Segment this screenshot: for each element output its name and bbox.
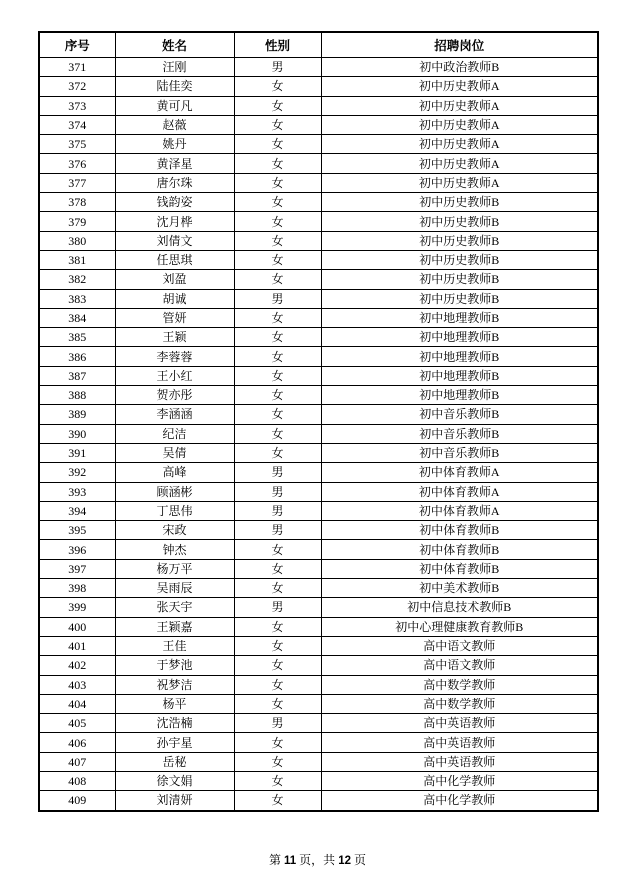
cell-index: 376 <box>39 154 115 173</box>
cell-position: 初中美术教师B <box>321 579 598 598</box>
table-row <box>39 540 598 559</box>
table-row <box>39 424 598 443</box>
cell-index: 386 <box>39 347 115 366</box>
cell-gender: 男 <box>234 598 321 617</box>
cell-name: 丁思伟 <box>115 501 234 520</box>
table-row <box>39 347 598 366</box>
table-row <box>39 289 598 308</box>
table-row <box>39 443 598 462</box>
cell-index: 393 <box>39 482 115 501</box>
cell-position: 初中历史教师A <box>321 173 598 192</box>
cell-gender: 女 <box>234 752 321 771</box>
cell-position: 初中地理教师B <box>321 328 598 347</box>
cell-index: 403 <box>39 675 115 694</box>
cell-index: 383 <box>39 289 115 308</box>
cell-name: 沈月桦 <box>115 212 234 231</box>
cell-name: 李涵涵 <box>115 405 234 424</box>
cell-position: 高中语文教师 <box>321 656 598 675</box>
cell-index: 377 <box>39 173 115 192</box>
cell-position: 初中历史教师B <box>321 250 598 269</box>
cell-gender: 女 <box>234 617 321 636</box>
table-body <box>39 58 598 811</box>
table-row <box>39 559 598 578</box>
cell-name: 胡诚 <box>115 289 234 308</box>
cell-gender: 女 <box>234 154 321 173</box>
cell-gender: 女 <box>234 636 321 655</box>
cell-index: 380 <box>39 231 115 250</box>
cell-name: 纪洁 <box>115 424 234 443</box>
cell-position: 初中体育教师B <box>321 540 598 559</box>
cell-name: 李蓉蓉 <box>115 347 234 366</box>
cell-position: 初中历史教师A <box>321 135 598 154</box>
cell-index: 371 <box>39 58 115 77</box>
cell-name: 姚丹 <box>115 135 234 154</box>
table-row <box>39 636 598 655</box>
cell-gender: 女 <box>234 308 321 327</box>
cell-gender: 男 <box>234 521 321 540</box>
cell-gender: 女 <box>234 135 321 154</box>
cell-position: 初中信息技术教师B <box>321 598 598 617</box>
footer-text-middle: 页，共 <box>299 853 336 867</box>
cell-position: 初中历史教师B <box>321 289 598 308</box>
cell-name: 王佳 <box>115 636 234 655</box>
cell-index: 387 <box>39 366 115 385</box>
table-row <box>39 250 598 269</box>
cell-name: 汪刚 <box>115 58 234 77</box>
cell-position: 初中音乐教师B <box>321 424 598 443</box>
cell-index: 375 <box>39 135 115 154</box>
cell-name: 管妍 <box>115 308 234 327</box>
table-row <box>39 675 598 694</box>
table-header <box>39 32 598 58</box>
cell-index: 384 <box>39 308 115 327</box>
table-row <box>39 308 598 327</box>
cell-position: 初中历史教师B <box>321 231 598 250</box>
cell-name: 黄可凡 <box>115 96 234 115</box>
cell-gender: 女 <box>234 250 321 269</box>
cell-gender: 男 <box>234 714 321 733</box>
cell-index: 392 <box>39 463 115 482</box>
cell-index: 405 <box>39 714 115 733</box>
cell-name: 黄泽星 <box>115 154 234 173</box>
cell-index: 396 <box>39 540 115 559</box>
cell-index: 381 <box>39 250 115 269</box>
cell-position: 初中历史教师A <box>321 77 598 96</box>
table-row <box>39 173 598 192</box>
cell-index: 408 <box>39 771 115 790</box>
cell-name: 刘清妍 <box>115 791 234 811</box>
table-row <box>39 135 598 154</box>
cell-position: 初中地理教师B <box>321 347 598 366</box>
cell-name: 吴倩 <box>115 443 234 462</box>
cell-gender: 男 <box>234 58 321 77</box>
cell-gender: 女 <box>234 231 321 250</box>
recruitment-roster-table <box>38 31 599 812</box>
cell-index: 382 <box>39 270 115 289</box>
cell-position: 初中地理教师B <box>321 386 598 405</box>
cell-position: 初中历史教师A <box>321 115 598 134</box>
cell-gender: 女 <box>234 579 321 598</box>
cell-gender: 女 <box>234 96 321 115</box>
cell-name: 徐文娟 <box>115 771 234 790</box>
table-row <box>39 694 598 713</box>
cell-gender: 女 <box>234 656 321 675</box>
page-footer <box>38 851 597 868</box>
cell-position: 高中化学教师 <box>321 791 598 811</box>
cell-name: 王颖 <box>115 328 234 347</box>
cell-index: 395 <box>39 521 115 540</box>
cell-gender: 女 <box>234 694 321 713</box>
cell-index: 390 <box>39 424 115 443</box>
table-row <box>39 598 598 617</box>
cell-name: 杨平 <box>115 694 234 713</box>
cell-position: 初中历史教师B <box>321 212 598 231</box>
cell-position: 初中历史教师B <box>321 193 598 212</box>
cell-name: 宋政 <box>115 521 234 540</box>
cell-index: 407 <box>39 752 115 771</box>
cell-name: 贺亦彤 <box>115 386 234 405</box>
cell-gender: 女 <box>234 193 321 212</box>
cell-name: 杨万平 <box>115 559 234 578</box>
cell-gender: 女 <box>234 443 321 462</box>
cell-index: 402 <box>39 656 115 675</box>
cell-position: 高中英语教师 <box>321 714 598 733</box>
cell-name: 任思琪 <box>115 250 234 269</box>
cell-gender: 女 <box>234 405 321 424</box>
column-header-name: 姓名 <box>115 32 234 58</box>
footer-page-number: 11 <box>284 855 297 867</box>
cell-name: 刘盈 <box>115 270 234 289</box>
cell-position: 初中音乐教师B <box>321 405 598 424</box>
cell-name: 祝梦洁 <box>115 675 234 694</box>
cell-name: 张天宇 <box>115 598 234 617</box>
cell-name: 高峰 <box>115 463 234 482</box>
cell-gender: 女 <box>234 347 321 366</box>
cell-index: 385 <box>39 328 115 347</box>
table-row <box>39 714 598 733</box>
cell-index: 389 <box>39 405 115 424</box>
table-row <box>39 733 598 752</box>
cell-gender: 女 <box>234 540 321 559</box>
table-row <box>39 328 598 347</box>
cell-index: 373 <box>39 96 115 115</box>
cell-gender: 女 <box>234 559 321 578</box>
table-row <box>39 386 598 405</box>
table-row <box>39 212 598 231</box>
cell-index: 400 <box>39 617 115 636</box>
cell-position: 初中体育教师A <box>321 463 598 482</box>
cell-name: 钟杰 <box>115 540 234 559</box>
table-row <box>39 521 598 540</box>
cell-index: 398 <box>39 579 115 598</box>
cell-index: 409 <box>39 791 115 811</box>
table-row <box>39 405 598 424</box>
column-header-index: 序号 <box>39 32 115 58</box>
cell-name: 孙宇星 <box>115 733 234 752</box>
cell-position: 初中体育教师B <box>321 521 598 540</box>
table-row <box>39 77 598 96</box>
cell-gender: 男 <box>234 482 321 501</box>
table-header-row <box>39 32 598 58</box>
cell-index: 394 <box>39 501 115 520</box>
table-row <box>39 579 598 598</box>
cell-name: 沈浩楠 <box>115 714 234 733</box>
cell-gender: 女 <box>234 386 321 405</box>
table-row <box>39 115 598 134</box>
table-row <box>39 270 598 289</box>
table-row <box>39 96 598 115</box>
cell-position: 高中数学教师 <box>321 694 598 713</box>
footer-total-pages: 12 <box>338 855 351 867</box>
cell-index: 404 <box>39 694 115 713</box>
column-header-position: 招聘岗位 <box>321 32 598 58</box>
column-header-gender: 性别 <box>234 32 321 58</box>
footer-text-after: 页 <box>353 853 366 867</box>
table-row <box>39 771 598 790</box>
cell-position: 初中地理教师B <box>321 366 598 385</box>
cell-position: 高中语文教师 <box>321 636 598 655</box>
cell-gender: 女 <box>234 173 321 192</box>
table-row <box>39 752 598 771</box>
cell-gender: 女 <box>234 270 321 289</box>
cell-position: 初中心理健康教育教师B <box>321 617 598 636</box>
table-row <box>39 463 598 482</box>
cell-position: 初中地理教师B <box>321 308 598 327</box>
cell-index: 391 <box>39 443 115 462</box>
cell-index: 399 <box>39 598 115 617</box>
cell-position: 初中音乐教师B <box>321 443 598 462</box>
table-row <box>39 656 598 675</box>
table-row <box>39 501 598 520</box>
cell-index: 401 <box>39 636 115 655</box>
cell-name: 顾涵彬 <box>115 482 234 501</box>
cell-position: 初中体育教师A <box>321 482 598 501</box>
cell-position: 初中历史教师A <box>321 96 598 115</box>
cell-position: 初中体育教师B <box>321 559 598 578</box>
cell-gender: 女 <box>234 212 321 231</box>
cell-gender: 女 <box>234 77 321 96</box>
cell-gender: 男 <box>234 289 321 308</box>
cell-index: 397 <box>39 559 115 578</box>
cell-name: 唐尔珠 <box>115 173 234 192</box>
cell-index: 379 <box>39 212 115 231</box>
table-row <box>39 366 598 385</box>
table-row <box>39 791 598 811</box>
cell-index: 374 <box>39 115 115 134</box>
cell-name: 刘倩文 <box>115 231 234 250</box>
cell-position: 初中历史教师A <box>321 154 598 173</box>
cell-name: 陆佳奕 <box>115 77 234 96</box>
cell-index: 372 <box>39 77 115 96</box>
cell-name: 于梦池 <box>115 656 234 675</box>
cell-position: 初中历史教师B <box>321 270 598 289</box>
table-row <box>39 154 598 173</box>
table-row <box>39 617 598 636</box>
cell-gender: 女 <box>234 328 321 347</box>
table-row <box>39 193 598 212</box>
table-row <box>39 231 598 250</box>
cell-position: 初中政治教师B <box>321 58 598 77</box>
footer-text-before: 第 <box>268 853 281 867</box>
cell-gender: 女 <box>234 115 321 134</box>
cell-gender: 女 <box>234 675 321 694</box>
cell-gender: 男 <box>234 501 321 520</box>
cell-index: 406 <box>39 733 115 752</box>
cell-name: 王小红 <box>115 366 234 385</box>
cell-position: 高中英语教师 <box>321 733 598 752</box>
cell-gender: 女 <box>234 791 321 811</box>
cell-gender: 女 <box>234 733 321 752</box>
cell-gender: 女 <box>234 424 321 443</box>
cell-name: 钱韵姿 <box>115 193 234 212</box>
cell-name: 王颖嘉 <box>115 617 234 636</box>
cell-gender: 男 <box>234 463 321 482</box>
cell-name: 岳秘 <box>115 752 234 771</box>
table-row <box>39 482 598 501</box>
cell-position: 高中英语教师 <box>321 752 598 771</box>
cell-gender: 女 <box>234 366 321 385</box>
cell-index: 378 <box>39 193 115 212</box>
cell-gender: 女 <box>234 771 321 790</box>
cell-name: 赵薇 <box>115 115 234 134</box>
cell-name: 吴雨辰 <box>115 579 234 598</box>
table-row <box>39 58 598 77</box>
cell-index: 388 <box>39 386 115 405</box>
cell-position: 初中体育教师A <box>321 501 598 520</box>
cell-position: 高中化学教师 <box>321 771 598 790</box>
cell-position: 高中数学教师 <box>321 675 598 694</box>
